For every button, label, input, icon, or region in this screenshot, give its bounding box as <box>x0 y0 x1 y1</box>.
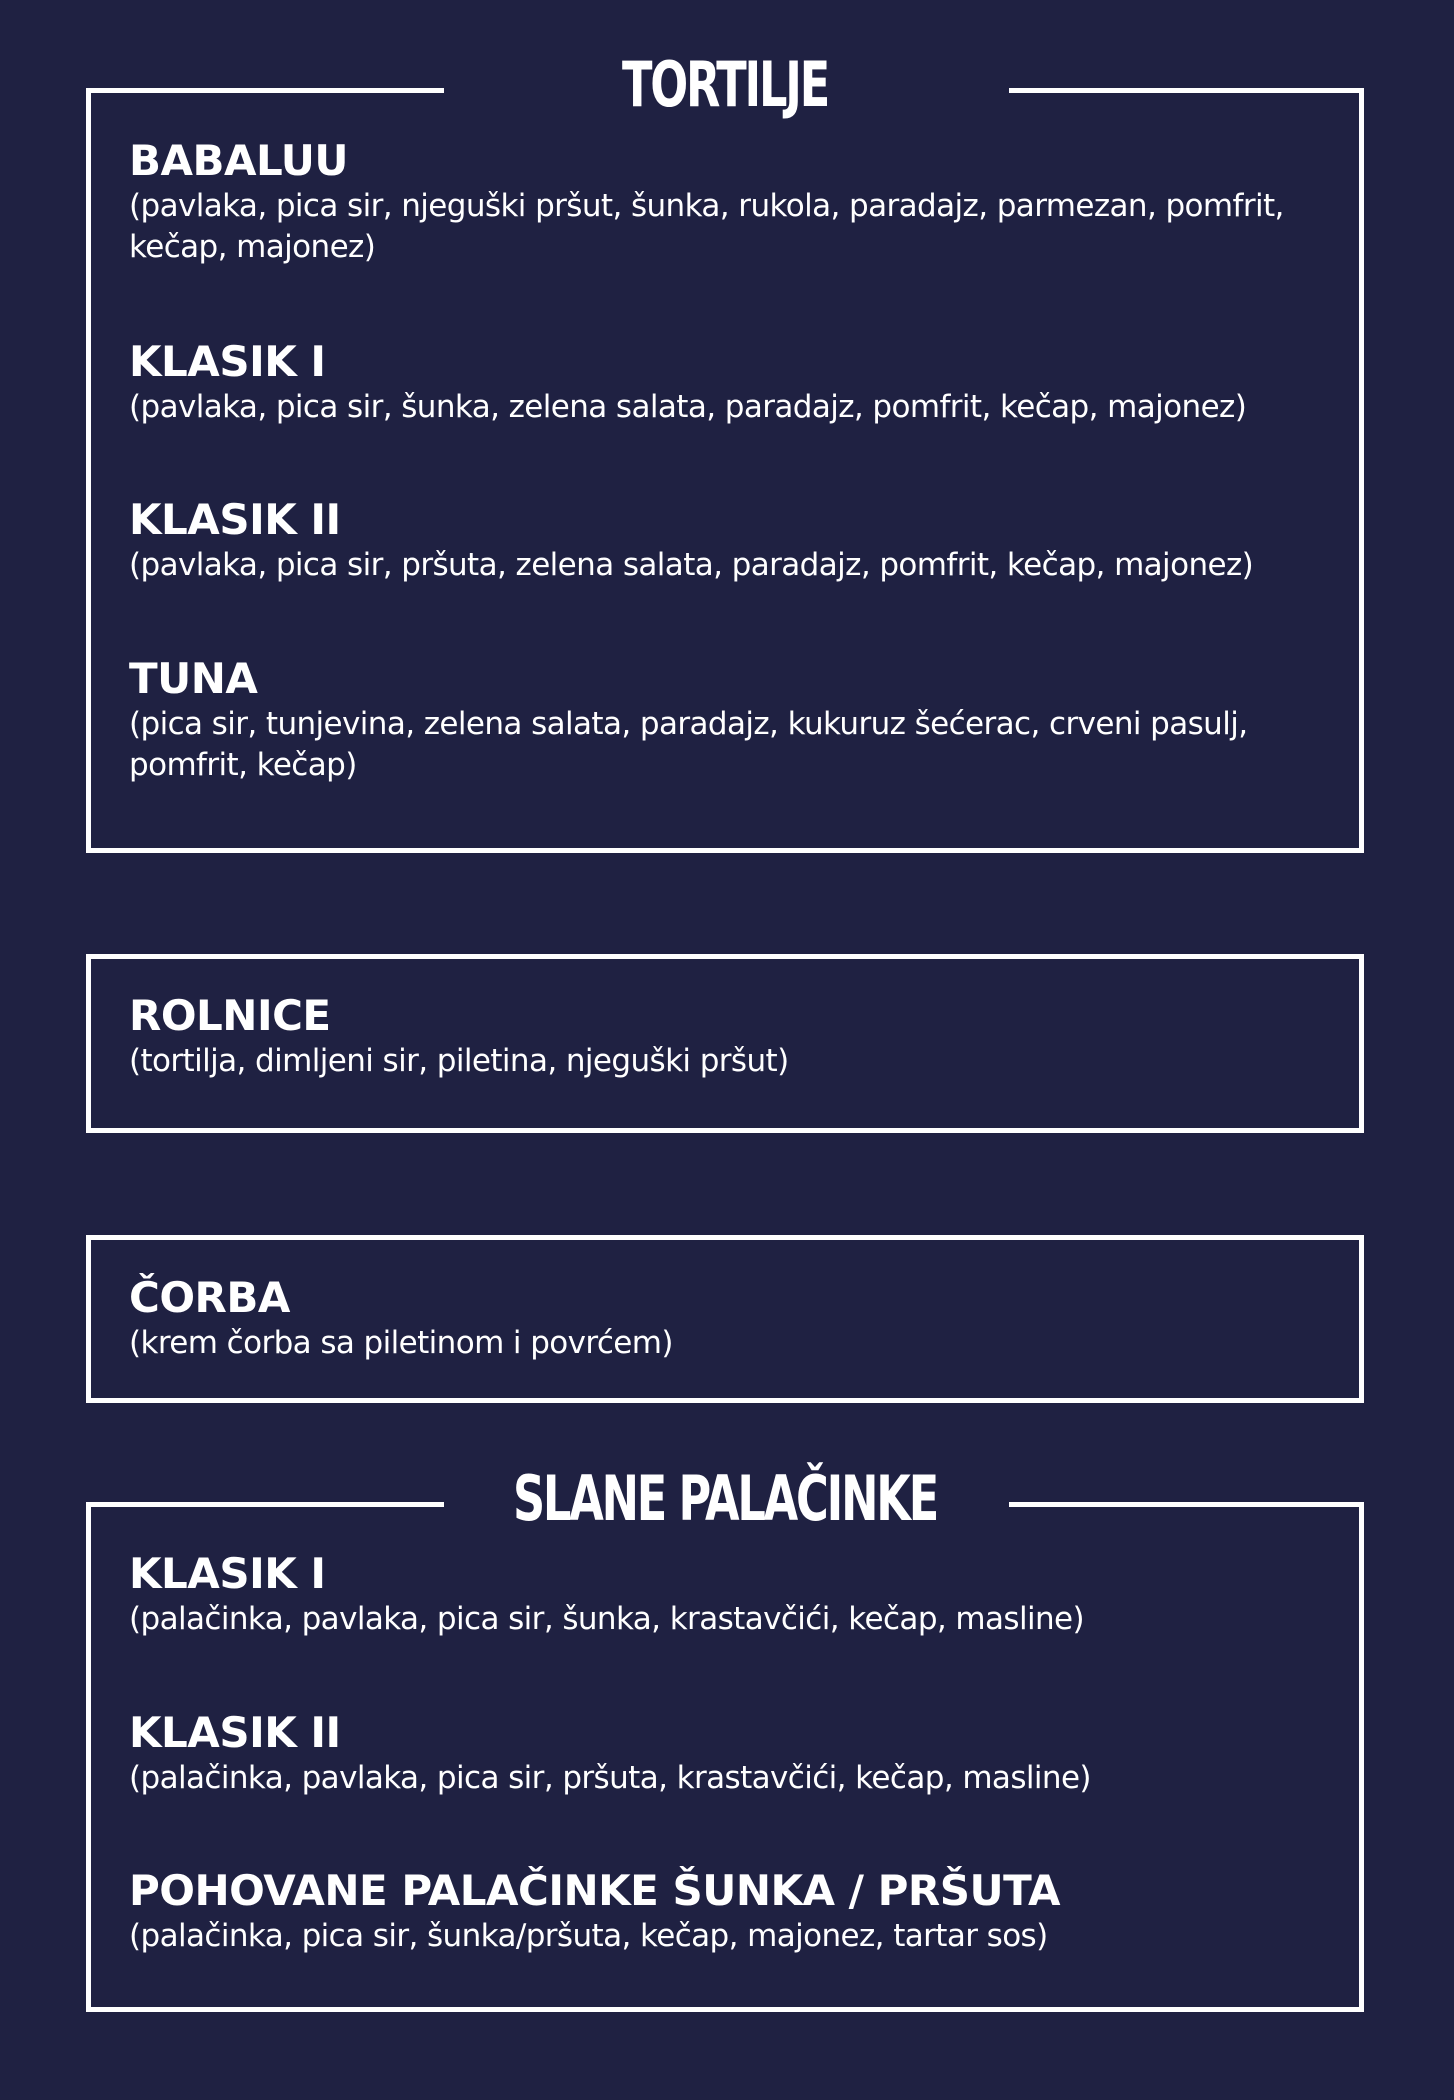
menu-item <box>129 1549 1329 1640</box>
menu-item <box>129 337 1329 428</box>
menu-section-corba <box>86 1235 1364 1403</box>
menu-section-tortilje <box>86 48 1364 853</box>
item-description: (palačinka, pavlaka, pica sir, pršuta, krastavčići, kečap, masline) <box>129 1760 1091 1796</box>
item-description: (palačinka, pica sir, šunka/pršuta, kečap, majonez, tartar sos) <box>129 1918 1048 1954</box>
item-description: (pica sir, tunjevina, zelena salata, paradajz, kukuruz šećerac, crveni pasulj, pomfrit, kečap) <box>129 706 1248 783</box>
item-name: KLASIK I <box>129 337 326 386</box>
item-description: (tortilja, dimljeni sir, piletina, njeguški pršut) <box>129 1043 789 1079</box>
menu-item <box>129 1273 1329 1364</box>
item-description: (pavlaka, pica sir, pršuta, zelena salata, paradajz, pomfrit, kečap, majonez) <box>129 547 1254 583</box>
item-name: ROLNICE <box>129 991 331 1040</box>
menu-item <box>129 1866 1329 1957</box>
item-name: KLASIK II <box>129 1708 341 1757</box>
menu-item <box>129 495 1329 586</box>
menu-item <box>129 1708 1329 1799</box>
item-description: (palačinka, pavlaka, pica sir, šunka, krastavčići, kečap, masline) <box>129 1601 1084 1637</box>
item-name: BABALUU <box>129 136 349 185</box>
item-description: (pavlaka, pica sir, njeguški pršut, šunka, rukola, paradajz, parmezan, pomfrit, kečap, majonez) <box>129 188 1284 265</box>
item-name: TUNA <box>129 654 258 703</box>
menu-section-rolnice <box>86 954 1364 1133</box>
item-description: (pavlaka, pica sir, šunka, zelena salata, paradajz, pomfrit, kečap, majonez) <box>129 389 1247 425</box>
item-name: KLASIK II <box>129 495 341 544</box>
item-name: ČORBA <box>129 1273 290 1322</box>
menu-item <box>129 654 1329 786</box>
item-description: (krem čorba sa piletinom i povrćem) <box>129 1325 673 1361</box>
item-name: POHOVANE PALAČINKE ŠUNKA / PRŠUTA <box>129 1866 1061 1915</box>
menu-item <box>129 991 1329 1082</box>
menu-section-slane-palacinke <box>86 1462 1364 2012</box>
item-name: KLASIK I <box>129 1549 326 1598</box>
menu-item <box>129 136 1329 268</box>
section-title: TORTILJE <box>621 48 829 121</box>
section-title: SLANE PALAČINKE <box>512 1462 938 1535</box>
